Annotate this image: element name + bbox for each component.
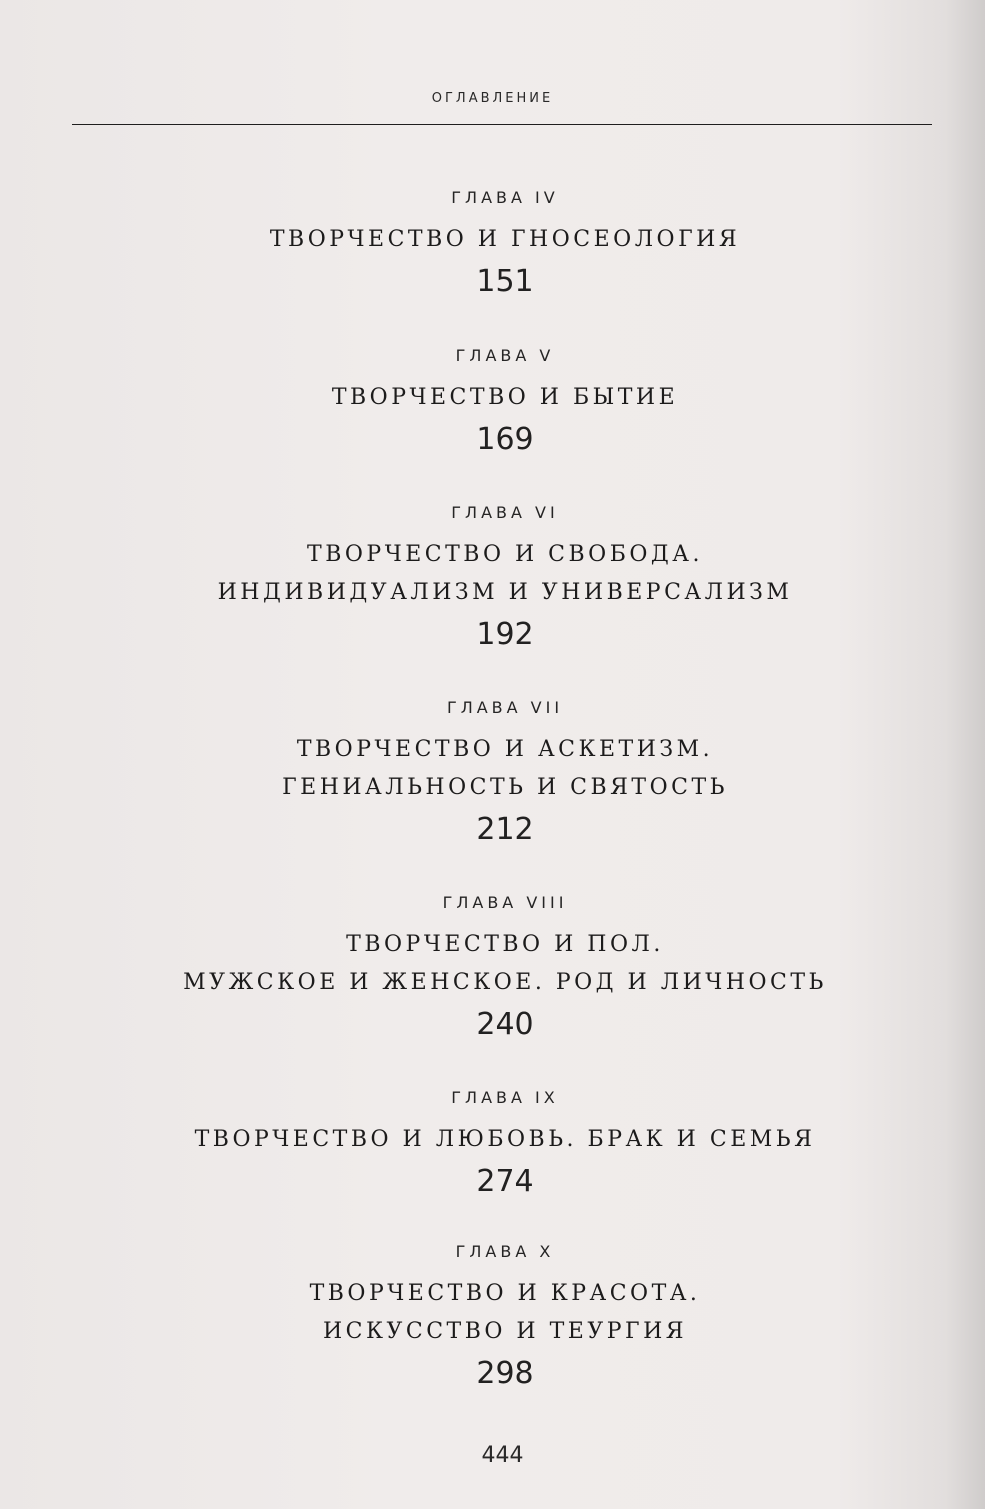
chapter-page-number: 240 xyxy=(476,1007,534,1042)
toc-entry-chapter-10 xyxy=(0,1242,985,1394)
chapter-page-number: 192 xyxy=(476,617,534,652)
chapter-label: ГЛАВА VI xyxy=(451,503,559,522)
chapter-title: ТВОРЧЕСТВО И ГНОСЕОЛОГИЯ xyxy=(269,227,741,252)
running-head: ОГЛАВЛЕНИЕ xyxy=(431,91,554,106)
chapter-title-line-1: ТВОРЧЕСТВО И КРАСОТА. xyxy=(309,1281,701,1306)
chapter-label: ГЛАВА IX xyxy=(451,1088,559,1107)
chapter-label: ГЛАВА VII xyxy=(446,698,564,717)
toc-entry-chapter-7 xyxy=(0,698,985,850)
toc-entry-chapter-9 xyxy=(0,1088,985,1202)
chapter-title-line-2: МУЖСКОЕ И ЖЕНСКОЕ. РОД И ЛИЧНОСТЬ xyxy=(183,970,827,995)
chapter-page-number: 169 xyxy=(476,422,534,457)
toc-entry-chapter-6 xyxy=(0,503,985,655)
chapter-page-number: 151 xyxy=(476,264,534,299)
chapter-label: ГЛАВА X xyxy=(455,1242,555,1261)
chapter-title-line-1: ТВОРЧЕСТВО И АСКЕТИЗМ. xyxy=(296,737,714,762)
toc-entry-chapter-5 xyxy=(0,346,985,460)
chapter-title: ТВОРЧЕСТВО И БЫТИЕ xyxy=(331,385,679,410)
chapter-page-number: 274 xyxy=(476,1164,534,1199)
page-folio: 444 xyxy=(481,1443,524,1468)
toc-entry-chapter-8 xyxy=(0,893,985,1045)
chapter-page-number: 298 xyxy=(476,1356,534,1391)
chapter-label: ГЛАВА V xyxy=(455,346,555,365)
chapter-title-line-1: ТВОРЧЕСТВО И ПОЛ. xyxy=(346,932,664,957)
chapter-title-line-1: ТВОРЧЕСТВО И СВОБОДА. xyxy=(307,542,703,567)
chapter-label: ГЛАВА VIII xyxy=(442,893,568,912)
header-rule xyxy=(72,124,932,125)
chapter-title: ТВОРЧЕСТВО И ЛЮБОВЬ. БРАК И СЕМЬЯ xyxy=(194,1127,816,1152)
chapter-page-number: 212 xyxy=(476,812,534,847)
chapter-title-line-2: ИНДИВИДУАЛИЗМ И УНИВЕРСАЛИЗМ xyxy=(217,580,793,605)
chapter-title-line-2: ГЕНИАЛЬНОСТЬ И СВЯТОСТЬ xyxy=(282,775,728,800)
chapter-label: ГЛАВА IV xyxy=(451,188,559,207)
toc-entry-chapter-4 xyxy=(0,188,985,302)
chapter-title-line-2: ИСКУССТВО И ТЕУРГИЯ xyxy=(322,1319,688,1344)
